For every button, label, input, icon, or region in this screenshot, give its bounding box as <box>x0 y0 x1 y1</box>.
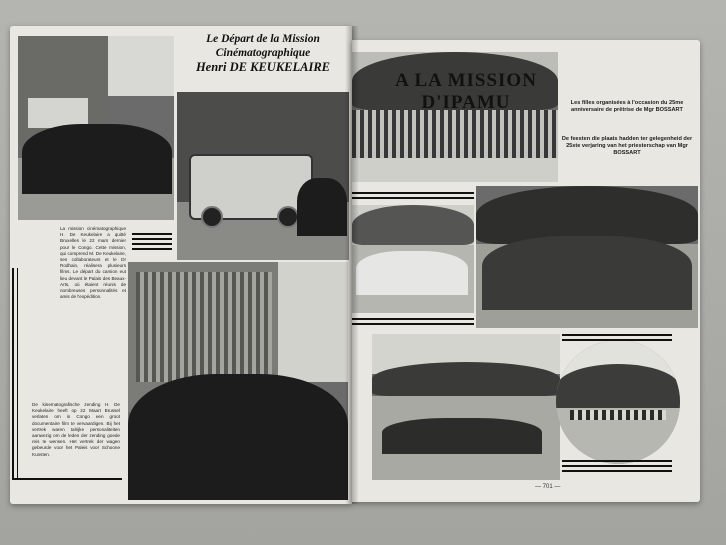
left-decoration-bars <box>132 233 172 253</box>
right-decoration-bars-bottom <box>562 460 672 475</box>
photo-mission-truck <box>177 92 349 260</box>
right-decoration-bars-top <box>352 192 474 202</box>
right-caption-fr: Les filles organisées à l'occasion du 25me anniversaire de prêtrise de Mgr BOSSART <box>570 100 684 113</box>
left-headline-line1: Le Départ de la Mission Cinématographique <box>206 33 320 59</box>
photo-girls-field <box>352 205 474 313</box>
right-decoration-bars-corner <box>562 334 672 344</box>
left-border-vertical-2 <box>17 268 18 478</box>
left-caption-bottom: De kinematografische zending H. De Keukelaire heeft op 22 Maart Brussel verlaten om in Congo een groot documentaire film te vervaardigen. Bij het vertrek waren talrijke personaliteiten aanwezig om de leden der zending goede reis te wensen. Het vertrek der wagen gebeurde voor het Paleis voor Schoone Kunsten. <box>32 402 120 457</box>
right-caption-nl: De feesten die plaats hadden ter gelegenheid der 25ste verjaring van het priesterschap van Mgr BOSSART <box>561 136 693 156</box>
photo-performers-running <box>476 186 698 328</box>
left-border-vertical <box>12 268 14 478</box>
left-border-horizontal <box>12 478 122 480</box>
right-decoration-bars-mid <box>352 318 474 328</box>
left-headline <box>178 32 348 74</box>
photo-crowd-building <box>128 262 348 500</box>
left-caption-top: La mission cinématographique H. De Keukelaire a quitté Bruxelles le 22 mars dernier pour le Congo. Cette mission, qui comprend M. De Keukelaire, ses collaborateurs et le Dr Rodhain, réalisera plusieurs films. Le départ du camion eut lieu devant le Palais des Beaux-Arts, où étaient réunis de nombreuses personnalités et amis de l'expédition. <box>60 226 126 300</box>
left-headline-line2: Henri DE KEUKELAIRE <box>195 60 331 74</box>
photo-ground-exercises <box>372 334 560 480</box>
page-number: — 701 — <box>535 484 561 490</box>
right-headline: A LA MISSION D'IPAMU <box>395 70 537 113</box>
spine-gutter <box>345 26 359 504</box>
photo-crowd-street <box>18 36 174 220</box>
photo-circular-parade <box>556 340 680 464</box>
